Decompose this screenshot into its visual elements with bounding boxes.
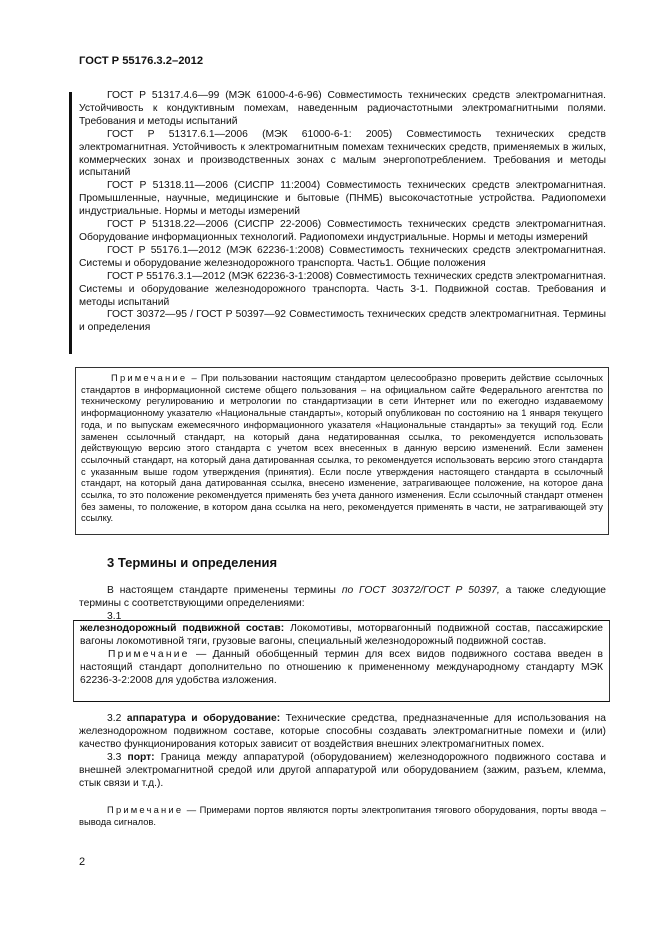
normative-references-list <box>79 90 606 335</box>
page-number: 2 <box>79 856 86 868</box>
term: аппаратура и оборудование: <box>126 713 281 724</box>
intro-text: В настоящем стандарте применены термины <box>107 585 342 596</box>
clause-number: 3.2 <box>107 713 122 724</box>
change-bar <box>69 92 72 354</box>
note-label: Примечание <box>107 804 184 816</box>
reference-item: ГОСТ Р 51318.22—2006 (СИСПР 22-2006) Совместимость технических средств электромагнитная. Оборудование информационных технологий. Радиопомехи индустриальные. Нормы и методы измерений <box>79 219 606 243</box>
clause-number: 3.3 <box>107 751 122 763</box>
term: железнодорожный подвижной состав: <box>80 623 285 634</box>
definition-3-1 <box>73 620 610 702</box>
note-label: Примечание <box>108 648 190 660</box>
reference-item: ГОСТ Р 51317.4.6—99 (МЭК 61000-4-6-96) Совместимость технических средств электромагнитная. Устойчивость к кондуктивным помехам, наведенным радиочастотными электромагнитными полями. Требования и методы испытаний <box>79 90 606 127</box>
definition-text: Граница между аппаратурой (оборудованием) железнодорожного подвижного состава и внешней электромагнитной средой или другой аппаратурой или оборудованием (зажим, разъем, клемма, стык связи и т.д.). <box>79 751 606 789</box>
note-text: — Примерами портов являются порты электропитания тягового оборудования, порты ввода – вывода сигналов. <box>79 804 606 828</box>
definition-text: Локомотивы, моторвагонный подвижной состав, пассажирские вагоны локомотивной тяги, грузовые вагоны, специальный железнодорожный подвижной состав. <box>80 623 603 647</box>
term: порт: <box>127 751 155 763</box>
reference-item: ГОСТ Р 51317.6.1—2006 (МЭК 61000-6-1: 2005) Совместимость технических средств электромагнитная. Устойчивость к электромагнитным помехам технических средств, применяемых в жилых, коммерческих зонах и производственных зонах с малым энергопотреблением. Требования и методы испытаний <box>79 128 606 179</box>
definitions-continued <box>79 713 606 828</box>
reference-item: ГОСТ Р 55176.1—2012 (МЭК 62236-1:2008) Совместимость технических средств электромагнитная. Системы и оборудование железнодорожного транспорта. Часть1. Общие положения <box>79 244 606 269</box>
intro-reference: по ГОСТ 30372/ГОСТ Р 50397, <box>341 585 500 596</box>
note-text: — Данный обобщенный термин для всех видов подвижного состава введен в настоящий стандарт дополнительно по отношению к примененному международному стандарту МЭК 62236-3-2:2008 для удобства изложения. <box>80 648 603 686</box>
reference-item: ГОСТ 30372—95 / ГОСТ Р 50397—92 Совместимость технических средств электромагнитная. Термины и определения <box>79 309 606 334</box>
note-label: Примечание <box>111 372 188 383</box>
section-intro <box>79 585 606 624</box>
references-note <box>75 367 609 535</box>
reference-item: ГОСТ Р 55176.3.1—2012 (МЭК 62236-3-1:2008) Совместимость технических средств электромагнитная. Системы и оборудование железнодорожного транспорта. Часть 3-1. Подвижной состав. Требования и методы испытаний <box>79 270 606 308</box>
intro-text: а также следующие термины с соответствующими определениями: <box>79 585 606 609</box>
note-text: – При пользовании настоящим стандартом целесообразно проверить действие ссылочных стандартов в информационной системе общего пользования – на официальном сайте Федерального агентства по техническому регулированию и метрологии по стандартизации в сети Интернет или по ежегодно издаваемому информационному указателю «Национальные стандарты», который опубликован по состоянию на 1 января текущего года, и по выпускам ежемесячного информационного указателя «Национальные стандарты» за текущий год. Если заменен ссылочный стандарт, на который дана недатированная ссылка, то рекомендуется использовать действующую версию этого стандарта с учетом всех внесенных в данную версию изменений. Если заменен ссылочный стандарт, на который дана датированная ссылка, то рекомендуется использовать версию этого стандарта с указанным выше годом утверждения (принятия). Если после утверждения настоящего стандарта в ссылочный стандарт, на который дана датированная ссылка, внесено изменение, затрагивающее положение, на которое дана ссылка, то это положение рекомендуется применять без учета данного изменения. Если ссылочный стандарт отменен без замены, то положение, в котором дана ссылка на него, рекомендуется применять в части, не затрагивающей эту ссылку. <box>81 372 603 524</box>
document-header: ГОСТ Р 55176.3.2–2012 <box>79 55 204 67</box>
section-heading: 3 Термины и определения <box>107 555 278 570</box>
definition-text: Технические средства, предназначенные для использования на железнодорожном подвижном составе, которые способны создавать электромагнитные помехи и (или) качество функционирования которых зависит от воздействия внешних электромагнитных помех. <box>79 713 606 750</box>
reference-item: ГОСТ Р 51318.11—2006 (СИСПР 11:2004) Совместимость технических средств электромагнитная. Промышленные, научные, медицинские и бытовые (ПНМБ) высокочастотные устройства. Радиопомехи индустриальные. Нормы и методы измерений <box>79 180 606 218</box>
clause-number: 3.1 <box>107 610 122 622</box>
